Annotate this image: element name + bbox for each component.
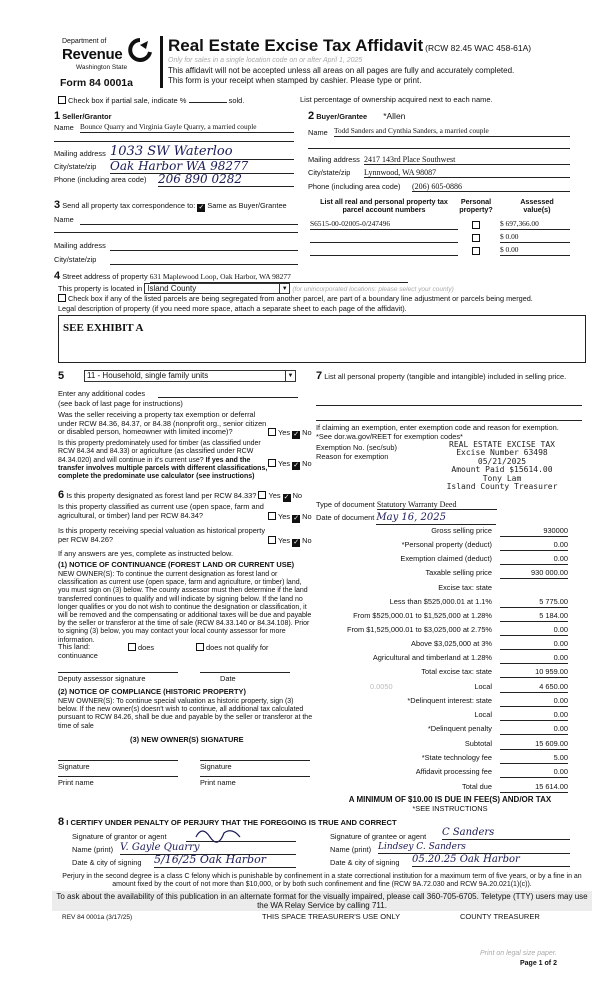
tax-value[interactable]: 0.00	[500, 640, 568, 650]
buyer-name-line2	[308, 148, 570, 149]
tax-value[interactable]: 0.00	[500, 697, 568, 707]
buyer-city-row	[308, 169, 570, 178]
tax-row	[300, 626, 568, 638]
tax-label: Above $3,025,000 at 3%	[411, 639, 492, 648]
title-block	[168, 36, 578, 56]
deputy-sig-line[interactable]	[58, 672, 178, 673]
segregation-row	[58, 294, 588, 304]
yes-label: Yes	[268, 491, 281, 500]
partial-sale-checkbox[interactable]	[58, 96, 66, 104]
this-land-label: This land:	[58, 642, 91, 651]
tax-label: *State technology fee	[421, 753, 492, 762]
yes-label: Yes	[278, 512, 291, 521]
timber-question-text: Is this property predominately used for timber (as classified under RCW 84.34 and 84.33) or agriculture (as classified under RCW 84.34.020) and will continue in it's current use?	[58, 440, 261, 464]
buyer-phone-label: Phone (including area code)	[308, 182, 401, 191]
q1-no-checkbox[interactable]: ✓	[293, 431, 300, 438]
new-owner-sig-title: (3) NEW OWNER(S) SIGNATURE	[130, 735, 244, 744]
grantee-name-field[interactable]: Lindsey C. Sanders	[378, 842, 570, 854]
q1-answers	[268, 428, 312, 439]
see-back-label: (see back of last page for instructions)	[58, 399, 183, 408]
corr-mailing-label: Mailing address	[54, 241, 106, 250]
yes-label: Yes	[278, 459, 291, 468]
header-divider	[160, 36, 163, 88]
tax-value[interactable]: 0.00	[500, 725, 568, 735]
revision-label: REV 84 0001a (3/17/25)	[62, 914, 133, 921]
grantee-name-label: Name (print)	[330, 845, 372, 854]
historic-question: Is this property receiving special valuation as historical property per RCW 84.26?	[58, 526, 266, 544]
exemption-instructions: If claiming an exemption, enter exemption code and reason for exemption. *See dor.wa.gov/REET for exemption codes*	[316, 423, 559, 441]
same-as-buyer-label: Same as Buyer/Grantee	[207, 201, 287, 210]
dropdown-arrow-icon: ▼	[279, 284, 289, 293]
tax-label: *Delinquent interest: state	[407, 696, 492, 705]
yes-label: Yes	[278, 428, 291, 437]
grantor-sig-label: Signature of grantor or agent	[72, 832, 167, 841]
treasurer-stamp	[422, 441, 582, 491]
corr-mailing-field[interactable]	[110, 250, 298, 251]
tax-row	[300, 541, 568, 553]
personal-property-label: List all personal property (tangible and intangible) included in selling price.	[324, 372, 567, 381]
assessed-value-field[interactable]: $ 697,366.00	[500, 220, 570, 230]
does-not-label: does not qualify for	[206, 643, 269, 652]
assessed-value-field[interactable]: $ 0.00	[500, 233, 570, 243]
same-as-buyer-checkbox[interactable]: ✓	[198, 204, 205, 211]
grantee-sig-row	[330, 827, 580, 842]
tax-label: *Personal property (deduct)	[401, 540, 492, 549]
rcw-reference: (RCW 82.45 WAC 458-61A)	[425, 43, 532, 53]
personal-property-row	[316, 370, 586, 383]
personal-property-checkbox[interactable]	[472, 234, 480, 242]
grantee-date-row	[330, 854, 580, 868]
doc-type-field[interactable]: Statutory Warranty Deed	[377, 500, 497, 510]
located-label: This property is located in	[58, 284, 143, 293]
grantor-sig-row	[72, 833, 312, 842]
does-checkbox[interactable]	[128, 643, 136, 651]
tax-label: Affidavit processing fee	[415, 767, 492, 776]
tax-label: Less than $525,000.01 at 1.1%	[389, 597, 492, 606]
county-treasurer-label: COUNTY TREASURER	[460, 912, 540, 921]
section-1-number: 1	[54, 110, 61, 122]
buyer-name-field[interactable]: Todd Sanders and Cynthia Sanders, a married couple	[334, 127, 570, 137]
tax-row	[300, 584, 568, 596]
tax-row	[300, 640, 568, 652]
tax-label: Gross selling price	[431, 526, 492, 535]
sold-label: sold.	[228, 96, 245, 105]
notice-2-text: This form is your receipt when stamped by cashier. Please type or print.	[168, 76, 422, 85]
additional-codes-field[interactable]	[158, 397, 298, 398]
parcel-row	[310, 233, 570, 245]
corr-city-field[interactable]	[110, 264, 298, 265]
seller-mailing-label: Mailing address	[54, 149, 106, 158]
parcel-row	[310, 246, 570, 258]
signature-label: Signature	[200, 762, 232, 771]
timber-question-note: If yes and the transfer involves multiple parcels with different classifications, complete the predominate use calculator (see instructions)	[58, 456, 268, 480]
corr-city-label: City/state/zip	[54, 255, 97, 264]
forest-question: Is this property designated as forest land per RCW 84.33?	[66, 491, 257, 500]
tax-row	[300, 697, 568, 709]
tax-label: Local	[474, 710, 492, 719]
buyer-mailing-field[interactable]: 2417 143rd Place Southwest	[364, 155, 570, 165]
current-use-answers	[268, 512, 312, 523]
tax-label: Total due	[462, 782, 492, 791]
buyer-phone-field[interactable]: (206) 605-0886	[412, 182, 570, 192]
doc-date-field[interactable]: May 16, 2025	[376, 512, 496, 525]
tax-label: Excise tax: state	[438, 583, 492, 592]
page-number: Page 1 of 2	[520, 960, 557, 967]
form-number: Form 84 0001a	[60, 77, 133, 89]
county-hint: (for unincorporated locations: please select your county)	[292, 286, 454, 293]
buyer-name-row	[308, 126, 570, 138]
signature-label: Signature	[58, 762, 90, 771]
stamp-excise-number: Excise Number 63498	[456, 448, 548, 458]
parcel-row	[310, 220, 570, 232]
tax-value[interactable]: 5.00	[500, 754, 568, 764]
section-6-number: 6	[58, 489, 65, 501]
legal-description-label: Legal description of property (if you need more space, attach a separate sheet to each page of the affidavit).	[58, 304, 407, 313]
q1-yes-checkbox[interactable]	[268, 428, 276, 436]
section-5-number: 5	[58, 370, 65, 382]
additional-codes-row	[58, 390, 298, 399]
section-5-row	[58, 370, 308, 383]
stamp-amount: Amount Paid $15614.00	[451, 465, 553, 475]
current-use-yes-checkbox[interactable]	[268, 512, 276, 520]
notice-compliance-title: (2) NOTICE OF COMPLIANCE (HISTORIC PROPERTY)	[58, 687, 246, 696]
partial-sale-row	[58, 96, 244, 106]
grantee-date-field[interactable]: 05.20.25 Oak Harbor	[412, 854, 570, 867]
street-label: Street address of property	[62, 272, 148, 281]
property-street-row	[54, 270, 574, 283]
parcel-number-field[interactable]: S6515-00-02005-0/247496	[310, 220, 458, 230]
no-label: No	[302, 512, 312, 521]
seller-mailing-row	[54, 144, 294, 159]
tax-value[interactable]: 5 184.00	[500, 612, 568, 622]
form-title: Real Estate Excise Tax Affidavit	[168, 36, 424, 55]
tax-value[interactable]: 15 614.00	[500, 783, 568, 793]
tax-label: From $525,000.01 to $1,525,000 at 1.28%	[353, 611, 492, 620]
local-rate: 0.0050	[370, 682, 393, 691]
county-value: Island County	[147, 284, 197, 293]
minimum-due-note: A MINIMUM OF $10.00 IS DUE IN FEE(S) AND/OR TAX	[348, 795, 552, 804]
seller-city-row	[54, 159, 294, 173]
notice-compliance-body: NEW OWNER(S): To continue special valuation as historic property, sign (3) below. If the new owner(s) doesn't wish to continue, all additional tax calculated pursuant to RCW 84.26, shall be due and payable by the seller or transferor at the time of sale	[58, 698, 313, 730]
tax-label: *Delinquent penalty	[427, 724, 492, 733]
grantor-date-field[interactable]: 5/16/25 Oak Harbor	[154, 854, 296, 868]
exemption-number-label: Exemption No. (sec/sub)	[316, 443, 397, 452]
state-name: Washington State	[76, 63, 128, 71]
stamp-treasurer-name: Tony Lam	[482, 473, 522, 483]
forest-no-checkbox[interactable]: ✓	[283, 494, 290, 501]
buyer-mailing-row	[308, 156, 570, 165]
timber-question	[58, 440, 268, 481]
alt-format-notice: To ask about the availability of this publication in an alternate format for the visually impaired, please call 360-705-6705. Teletype (TTY) users may use the WA Relay Service by calling 711.	[52, 891, 592, 911]
tax-label: Taxable selling price	[425, 568, 492, 577]
current-use-no-checkbox[interactable]: ✓	[293, 515, 300, 522]
corr-name-row	[54, 216, 298, 225]
does-not-checkbox[interactable]	[196, 643, 204, 651]
tax-label: Exemption claimed (deduct)	[400, 554, 492, 563]
does-label: does	[138, 643, 155, 652]
tax-value[interactable]: 5 775.00	[500, 598, 568, 608]
grantee-date-label: Date & city of signing	[330, 858, 400, 867]
personal-col-header: Personal property?	[459, 197, 493, 215]
no-label: No	[302, 428, 312, 437]
partial-sale-label: Check box if partial sale, indicate %	[68, 96, 187, 105]
county-row	[58, 283, 578, 294]
legal-description-box[interactable]	[58, 315, 586, 363]
section-4-number: 4	[54, 270, 61, 282]
grantee-sig-label: Signature of grantee or agent	[330, 832, 427, 841]
buyer-city-field[interactable]: Lynnwood, WA 98087	[364, 168, 570, 178]
tax-row	[300, 683, 568, 695]
forest-yes-checkbox[interactable]	[258, 491, 266, 499]
deputy-date-label: Date	[220, 674, 236, 683]
tax-value[interactable]: 930 000.00	[500, 569, 568, 579]
grantee-sig-field[interactable]: C Sanders	[442, 827, 570, 840]
legal-description-text: SEE EXHIBIT A	[63, 322, 144, 334]
stamp-date: 05/21/2025	[477, 456, 527, 466]
doc-date-label: Date of document	[316, 513, 375, 522]
seller-phone-row	[54, 172, 294, 186]
certify-statement: I CERTIFY UNDER PENALTY OF PERJURY THAT THE FOREGOING IS TRUE AND CORRECT	[66, 818, 397, 827]
tax-row	[300, 598, 568, 610]
tax-label: Subtotal	[464, 739, 492, 748]
dept-line: Department of	[62, 38, 107, 45]
stamp-title: REAL ESTATE EXCISE TAX	[449, 440, 555, 449]
corr-mailing-row	[54, 242, 298, 251]
tax-value[interactable]: 0.00	[500, 768, 568, 778]
legal-size-note: Print on legal size paper.	[480, 950, 557, 957]
seller-phone-field[interactable]: 206 890 0282	[158, 172, 294, 187]
tax-row	[300, 768, 568, 780]
print-name-label: Print name	[200, 778, 236, 787]
tax-value[interactable]: 10 959.00	[500, 668, 568, 678]
watermark-text: Only for sales in a single location code on or after April 1, 2025	[168, 57, 363, 64]
deputy-date-line[interactable]	[200, 672, 290, 673]
seller-city-label: City/state/zip	[54, 162, 97, 171]
tax-row	[300, 711, 568, 723]
no-label: No	[302, 536, 312, 545]
parcel-number-field[interactable]	[310, 233, 458, 243]
tax-row	[300, 725, 568, 737]
tax-value[interactable]: 0.00	[500, 555, 568, 565]
tax-row	[300, 612, 568, 624]
buyer-heading-label: Buyer/Grantee	[316, 112, 368, 121]
owner-sig-line[interactable]	[58, 760, 178, 761]
section-2-number: 2	[308, 110, 315, 122]
seller-name-field[interactable]: Bounce Quarry and Virginia Gayle Quarry, a married couple	[80, 123, 294, 133]
treasurer-use-label: THIS SPACE TREASURER'S USE ONLY	[262, 912, 401, 921]
buyer-heading	[308, 110, 405, 123]
tax-row	[300, 668, 568, 680]
doc-date-row	[316, 512, 582, 525]
owner-print-line[interactable]	[200, 776, 310, 777]
tax-row	[300, 527, 568, 539]
personal-property-checkbox[interactable]	[472, 221, 480, 229]
tax-row	[300, 740, 568, 752]
section-8-number: 8	[58, 816, 65, 828]
tax-value[interactable]: 4 650.00	[500, 683, 568, 693]
tax-label: Local	[474, 682, 492, 691]
continuance-label: continuance	[58, 651, 98, 660]
see-instructions-note: *SEE INSTRUCTIONS	[412, 804, 488, 813]
notice-continuance-body: NEW OWNER(S): To continue the current designation as forest land or classification as current use (open space, farm and agriculture, or timber) land, you must sign on (3) below. The county assessor must then determine if the land transferred continues to qualify and will indicate by signing below. If the land no longer qualifies or you do not wish to continue the designation or classification, it will be removed and the compensating or additional taxes will be due and payable by the seller or transferor at the time of sale (RCW 84.33.140 or 84.34.108). Prior to signing (3) below, you may contact your local county assessor for more information.	[58, 571, 312, 644]
segregation-label: Check box if any of the listed parcels are being segregated from another parcel, are part of a boundary line adjustment or parcels being merged.	[68, 294, 533, 303]
tax-row	[300, 783, 568, 795]
seller-name-line2	[54, 141, 294, 142]
doc-type-row	[316, 500, 582, 510]
tax-value[interactable]: 930000	[500, 527, 568, 537]
seller-city-field[interactable]: Oak Harbor WA 98277	[110, 159, 294, 174]
seller-name-label: Name	[54, 123, 74, 132]
correspondence-heading	[54, 199, 287, 212]
grantor-date-row	[72, 853, 312, 868]
no-label: No	[302, 459, 312, 468]
notice-2	[168, 76, 421, 85]
no-label: No	[292, 491, 303, 500]
personal-property-line[interactable]	[316, 405, 582, 406]
seller-name-row	[54, 124, 294, 133]
if-yes-note: If any answers are yes, complete as instructed below.	[58, 549, 233, 558]
seller-exemption-question: Was the seller receiving a property tax exemption or deferral under RCW 84.36, 84.37, or 84.38 (nonprofit org., senior citizen or disabled person, homeowner with limited income)?	[58, 410, 267, 437]
seller-heading-label: Seller/Grantor	[62, 112, 112, 121]
agency-name: Revenue	[62, 46, 123, 64]
tax-row	[300, 754, 568, 766]
assessed-value-field[interactable]: $ 0.00	[500, 246, 570, 256]
tax-row	[300, 569, 568, 581]
tax-row	[300, 654, 568, 666]
stamp-treasurer-office: Island County Treasurer	[446, 481, 558, 491]
dor-logo	[62, 38, 162, 72]
perjury-notice: Perjury in the second degree is a class C felony which is punishable by confinement in a state correctional institution for a maximum term of five years, or by a fine in an amount fixed by the court of not more than $10,000, or by both such confinement and fine (RCW 9A.72.030 and RCW 9A.20.021(1)(c)).	[62, 873, 582, 889]
buyer-city-label: City/state/zip	[308, 168, 351, 177]
forest-question-row	[58, 489, 328, 502]
tax-label: Total excise tax: state	[421, 667, 492, 676]
does-not-option	[196, 643, 268, 653]
buyer-name-label: Name	[308, 128, 328, 137]
q2-yes-checkbox[interactable]	[268, 459, 276, 467]
notice-1: This affidavit will not be accepted unless all areas on all pages are fully and accurately completed.	[168, 66, 515, 75]
grantor-date-label: Date & city of signing	[72, 858, 142, 867]
buyer-annotation: *Allen	[383, 111, 406, 121]
q2-no-checkbox[interactable]: ✓	[293, 462, 300, 469]
current-use-question: Is this property classified as current use (open space, farm and agricultural, or timber) land per RCW 84.34?	[58, 502, 264, 520]
does-option	[128, 643, 154, 653]
tax-value[interactable]: 0.00	[500, 626, 568, 636]
print-name-label: Print name	[58, 778, 94, 787]
revenue-logo-icon	[126, 37, 154, 63]
parcel-number-field[interactable]	[310, 246, 458, 256]
tax-value[interactable]: 0.00	[500, 711, 568, 721]
yes-label: Yes	[278, 536, 291, 545]
tax-label: From $1,525,000.01 to $3,025,000 at 2.75%	[346, 625, 492, 634]
section-7-number: 7	[316, 370, 323, 382]
buyer-mailing-label: Mailing address	[308, 155, 360, 164]
use-code-value: 11 - Household, single family units	[87, 371, 209, 380]
correspondence-label: Send all property tax correspondence to:	[62, 201, 196, 210]
owner-sig-line[interactable]	[200, 760, 310, 761]
tax-row	[300, 555, 568, 567]
parcel-col-header: List all real and personal property tax parcel account numbers	[320, 197, 448, 215]
tax-value[interactable]: 0.00	[500, 541, 568, 551]
grantor-name-label: Name (print)	[72, 845, 114, 854]
assessed-col-header: Assessed value(s)	[520, 197, 554, 215]
section-3-number: 3	[54, 199, 61, 211]
historic-no-checkbox[interactable]: ✓	[293, 539, 300, 546]
notice-continuance-title: (1) NOTICE OF CONTINUANCE (FOREST LAND OR CURRENT USE)	[58, 560, 295, 569]
personal-property-line[interactable]	[316, 420, 582, 421]
ownership-note: List percentage of ownership acquired next to each name.	[300, 95, 493, 104]
tax-value[interactable]: 15 609.00	[500, 740, 568, 750]
tax-label: Agricultural and timberland at 1.28%	[372, 653, 492, 662]
exemption-reason-label: Reason for exemption	[316, 452, 389, 461]
dropdown-arrow-icon: ▼	[285, 371, 295, 381]
corr-name-label: Name	[54, 215, 74, 224]
personal-property-checkbox[interactable]	[472, 247, 480, 255]
deputy-sig-label: Deputy assessor signature	[58, 674, 146, 683]
corr-name-line2	[54, 232, 298, 233]
historic-yes-checkbox[interactable]	[268, 536, 276, 544]
doc-type-label: Type of document	[316, 500, 375, 509]
use-code-select[interactable]	[84, 370, 296, 382]
additional-codes-label: Enter any additional codes	[58, 389, 146, 398]
segregation-checkbox[interactable]	[58, 294, 66, 302]
county-select[interactable]	[144, 283, 290, 294]
grantor-name-field[interactable]: V. Gayle Quarry	[120, 842, 296, 855]
buyer-phone-row	[308, 183, 570, 192]
grantor-signature	[192, 823, 252, 843]
tax-value[interactable]: 0.00	[500, 654, 568, 664]
seller-phone-label: Phone (including area code)	[54, 175, 147, 184]
street-address-field[interactable]: 631 Maplewood Loop, Oak Harbor, WA 98277	[150, 273, 408, 283]
corr-city-row	[54, 256, 298, 265]
q2-answers	[268, 459, 312, 470]
owner-print-line[interactable]	[58, 776, 178, 777]
corr-name-field[interactable]	[80, 224, 298, 225]
seller-mailing-field[interactable]: 1033 SW Waterloo	[110, 144, 294, 160]
